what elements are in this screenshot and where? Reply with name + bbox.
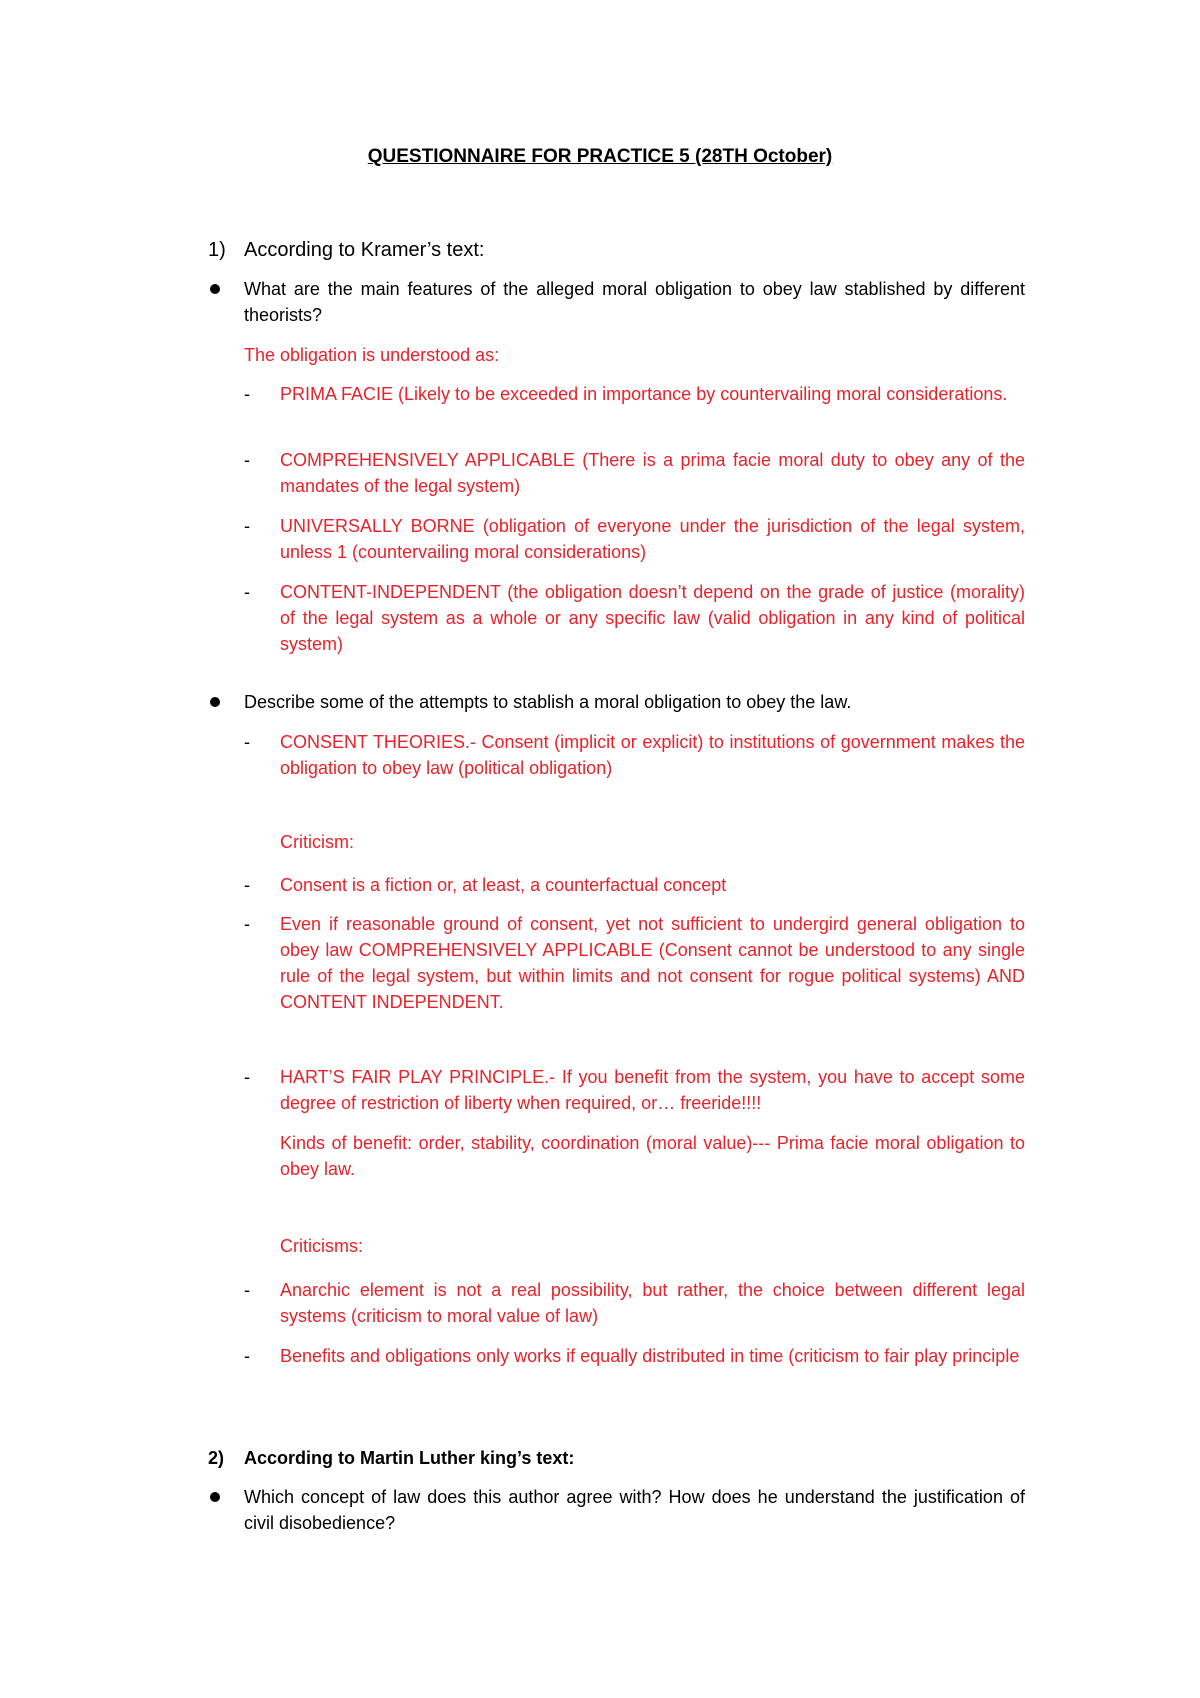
bullet-icon [210, 284, 220, 294]
kinds-of-benefit: Kinds of benefit: order, stability, coordination (moral value)--- Prima facie moral obligation to obey law. [280, 1133, 1025, 1179]
dash-marker: - [244, 516, 250, 536]
consent-theories: CONSENT THEORIES.- Consent (implicit or explicit) to institutions of government makes the obligation to obey law (political obligation) [280, 732, 1025, 778]
hart-criticism-2: Benefits and obligations only works if equally distributed in time (criticism to fair play principle [280, 1346, 1020, 1366]
hart-criticism-1: Anarchic element is not a real possibility, but rather, the choice between different legal systems (criticism to moral value of law) [280, 1280, 1025, 1326]
dash-marker: - [244, 384, 250, 404]
question-1-text: According to Kramer’s text: [244, 239, 485, 261]
criticism-label: Criticism: [280, 832, 354, 852]
consent-criticism-2: Even if reasonable ground of consent, yet not sufficient to undergird general obligation to obey law COMPREHENSIVELY APPLICABLE (Consent cannot be understood to any single rule of the legal system, but within limits and not consent for rogue political systems) AND CONTENT INDEPENDENT. [280, 914, 1025, 1012]
harts-fair-play-principle: HART’S FAIR PLAY PRINCIPLE.- If you benefit from the system, you have to accept some degree of restriction of liberty when required, or… freeride!!!! [280, 1067, 1025, 1113]
bullet-icon [210, 697, 220, 707]
dash-marker: - [244, 582, 250, 602]
dash-marker: - [244, 732, 250, 752]
feature-universally-borne: UNIVERSALLY BORNE (obligation of everyone under the jurisdiction of the legal system, unless 1 (countervailing moral considerations) [280, 516, 1025, 562]
dash-marker: - [244, 1346, 250, 1366]
dash-marker: - [244, 1067, 250, 1087]
consent-criticism-1: Consent is a fiction or, at least, a counterfactual concept [280, 875, 727, 895]
question-1-number: 1) [208, 239, 226, 261]
question-2-number: 2) [208, 1448, 225, 1468]
bullet-icon [210, 1492, 220, 1502]
question-1-bullet-2: Describe some of the attempts to stablish a moral obligation to obey the law. [244, 692, 852, 712]
feature-prima-facie: PRIMA FACIE (Likely to be exceeded in importance by countervailing moral considerations. [280, 384, 1008, 404]
question-1-bullet-1: What are the main features of the alleged moral obligation to obey law stablished by different theorists? [244, 279, 1025, 325]
dash-marker: - [244, 1280, 250, 1300]
criticisms-label: Criticisms: [280, 1236, 363, 1256]
dash-marker: - [244, 875, 250, 895]
question-2-bullet-1: Which concept of law does this author agree with? How does he understand the justification of civil disobedience? [244, 1487, 1025, 1533]
answer-intro: The obligation is understood as: [244, 345, 500, 365]
feature-comprehensively-applicable: COMPREHENSIVELY APPLICABLE (There is a prima facie moral duty to obey any of the mandates of the legal system) [280, 450, 1025, 496]
document-title: QUESTIONNAIRE FOR PRACTICE 5 (28TH October) [367, 146, 833, 167]
dash-marker: - [244, 914, 250, 934]
dash-marker: - [244, 450, 250, 470]
question-2-text: According to Martin Luther king’s text: [244, 1448, 575, 1468]
feature-content-independent: CONTENT-INDEPENDENT (the obligation doesn’t depend on the grade of justice (morality) of the legal system as a whole or any specific law (valid obligation in any kind of political system) [280, 582, 1025, 654]
